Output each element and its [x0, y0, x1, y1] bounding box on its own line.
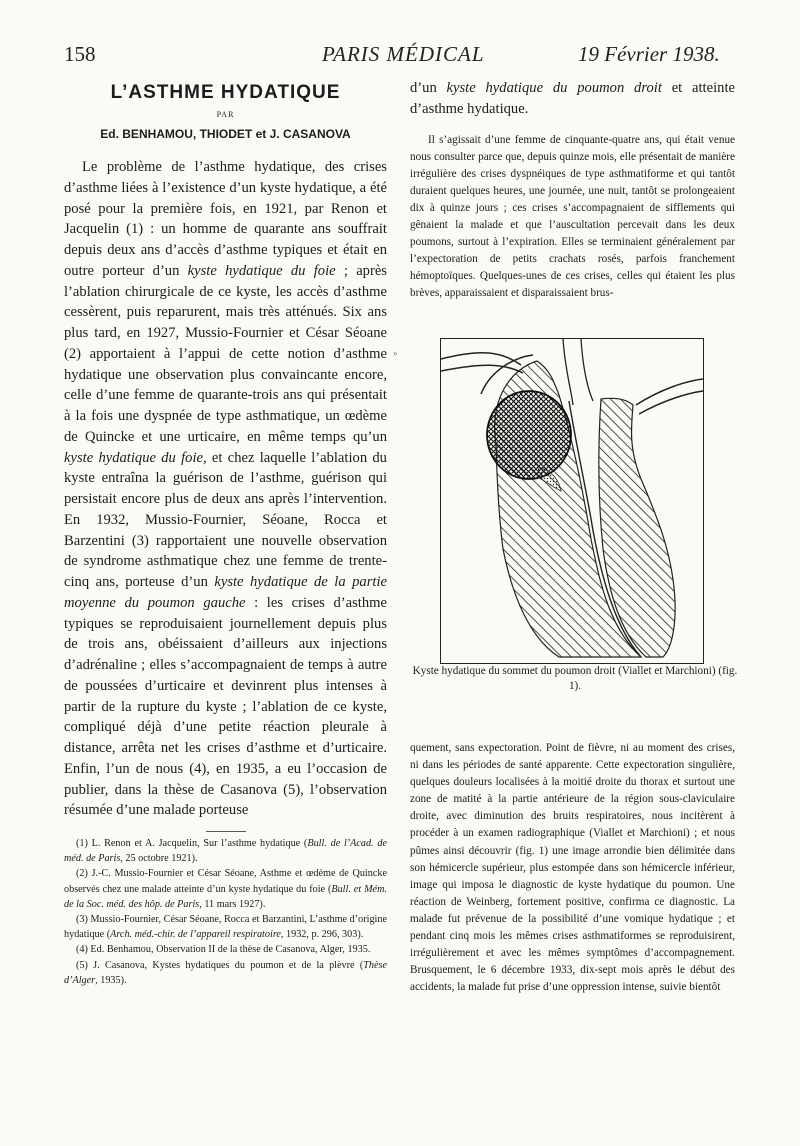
left-column: [64, 82, 387, 988]
article-title: L’ASTHME HYDATIQUE: [110, 82, 341, 103]
clavicle-left-line-2: [441, 365, 523, 373]
right-column-continuation: [410, 740, 735, 996]
byline-par: PAR: [216, 110, 235, 119]
figure-1: [440, 338, 704, 664]
issue-date: 19 Février 1938.: [578, 42, 720, 66]
clavicle-right-line: [636, 379, 703, 405]
figure-caption: Kyste hydatique du sommet du poumon droit (Viallet et Marchioni) (fig. 1).: [412, 665, 738, 692]
footnote-1: (1) L. Renon et A. Jacquelin, Sur l’asthme hydatique (Bull. de l’Acad. de méd. de Paris, 25 octobre 1921).: [64, 838, 387, 865]
footnote-3: (3) Mussio-Fournier, César Séoane, Rocca et Barzantini, L’asthme d’origine hydatique (Arch. méd.-chir. de l’appareil respiratoire, 1932, p. 296, 303).: [64, 914, 387, 941]
radiograph-drawing: [441, 339, 703, 663]
footnote-4: (4) Ed. Benhamou, Observation II de la thèse de Casanova, Alger, 1935.: [76, 944, 371, 956]
trachea-line: [563, 339, 573, 405]
lead-continuation: d’un kyste hydatique du poumon droit et atteinte d’asthme hydatique.: [410, 80, 735, 117]
footnote-5: (5) J. Casanova, Kystes hydatiques du poumon et de la plèvre (Thèse d’Alger, 1935).: [64, 959, 387, 986]
footnotes: [64, 831, 387, 988]
footnote-rule: [206, 831, 246, 832]
case-continuation-paragraph: quement, sans expectoration. Point de fièvre, ni au moment des crises, ni dans les périodes de santé apparente. Cette expectoration singulière, quelques douleurs localisées à la moitié droite du thorax et surtout une zone de matité à la partie antérieure de la région sous-claviculaire droite, avec diminution des bruits respiratoires, nous incitèrent à procéder à un examen radiographique (Viallet et Marchioni) ; et nous pûmes ainsi découvrir (fig. 1) une image arrondie bien délimitée dans son hémicercle supérieur, plus estompée dans son hémicercle inférieur, image qui imposa le diagnostic de kyste hydatique du poumon. Une réaction de Weinberg, fortement positive, confirma ce diagnostic. La malade fut prévenue de la possibilité d’une vomique hydatique ; et pendant cinq mois les mêmes crises asthmatiformes se reproduisirent, irrégulièrement et avec les mêmes symptômes d’accompagnement. Brusquement, le 6 décembre 1933, dix-sept mois après le début des accidents, la malade fut prise d’une oppression intense, suivie bientôt: [410, 742, 735, 994]
case-paragraph: Il s’agissait d’une femme de cinquante-quatre ans, qui était venue nous consulter parce que, depuis quinze mois, elle présentait de manière irrégulière des crises dyspnéiques de type asthmatiforme et qui tantôt duraient quelques heures, une journée, une nuit, tantôt se prolongeaient dix à quinze jours ; ces crises s’accompagnaient de sifflements qui gênaient la malade et que l’auscultation percevait dans les deux poumons, surtout à l’expiration. Elles se terminaient généralement par l’expectoration de petits crachats rosés, parfois franchement hémoptoïques. Quelques-unes de ces crises, celles qui étaient les plus brèves, apparaissaient et disparaissaient brus-: [410, 133, 735, 300]
intro-paragraph: Le problème de l’asthme hydatique, des crises d’asthme liées à l’existence d’un kyste hydatique, a été posé pour la première fois, en 1921, par Renon et Jacquelin (1) : un homme de quarante ans souffrait depuis deux ans d’accès d’asthme typiques et était en outre porteur d’un kyste hydatique du foie ; après l’ablation chirurgicale de ce kyste, les accès d’asthme cessèrent, puis reparurent, mais très atténués. Six ans plus tard, en 1927, Mussio-Fournier et César Séoane (2) apportaient à l’appui de cette notion d’asthme hydatique une observation plus convaincante encore, celle d’une femme de quarante-trois ans qui présentait à la fois une dyspnée de type asthmatique, un œdème de Quincke et une urticaire, en même temps qu’un kyste hydatique du foie, et chez laquelle l’ablation du kyste entraîna la guérison de l’asthme, guérison qui persistait encore plus de deux ans après l’intervention. En 1932, Mussio-Fournier, Séoane, Rocca et Barzentini (3) rapportaient une nouvelle observation de syndrome asthmatique chez une femme de trente-cinq ans, porteuse d’un kyste hydatique de la partie moyenne du poumon gauche : les crises d’asthme typiques se reproduisaient journellement depuis plus de trois ans, obéissaient d’ailleurs aux injections d’adrénaline ; elles s’accompagnaient de temps à autre de poussées d’urticaire et devinrent plus intenses à partir de la rupture du kyste ; l’ablation de ce kyste, compliqué déjà d’une petite réaction pleurale à distance, arrêta net les crises d’asthme et d’urticaire. Enfin, l’un de nous (4), en 1935, a eu l’occasion de publier, dans la thèse de Casanova (5), l’observation résumée d’une malade porteuse: [64, 159, 387, 819]
margin-mark: »: [393, 348, 398, 358]
journal-title: PARIS MÉDICAL: [322, 42, 485, 66]
right-column-top: [410, 78, 735, 302]
clavicle-right-line-2: [639, 391, 703, 414]
footnote-2: (2) J.-C. Mussio-Fournier et César Séoane, Asthme et œdème de Quincke observés chez une malade atteinte d’un kyste hydatique du foie (Bull. et Mém. de la Soc. méd. des hôp. de Paris, 11 mars 1927).: [64, 868, 387, 910]
article-authors: Ed. BENHAMOU, THIODET et J. CASANOVA: [100, 127, 351, 141]
page-number: 158: [64, 42, 96, 66]
trachea-line-2: [581, 339, 593, 401]
hydatid-cyst-shadow: [487, 391, 571, 479]
